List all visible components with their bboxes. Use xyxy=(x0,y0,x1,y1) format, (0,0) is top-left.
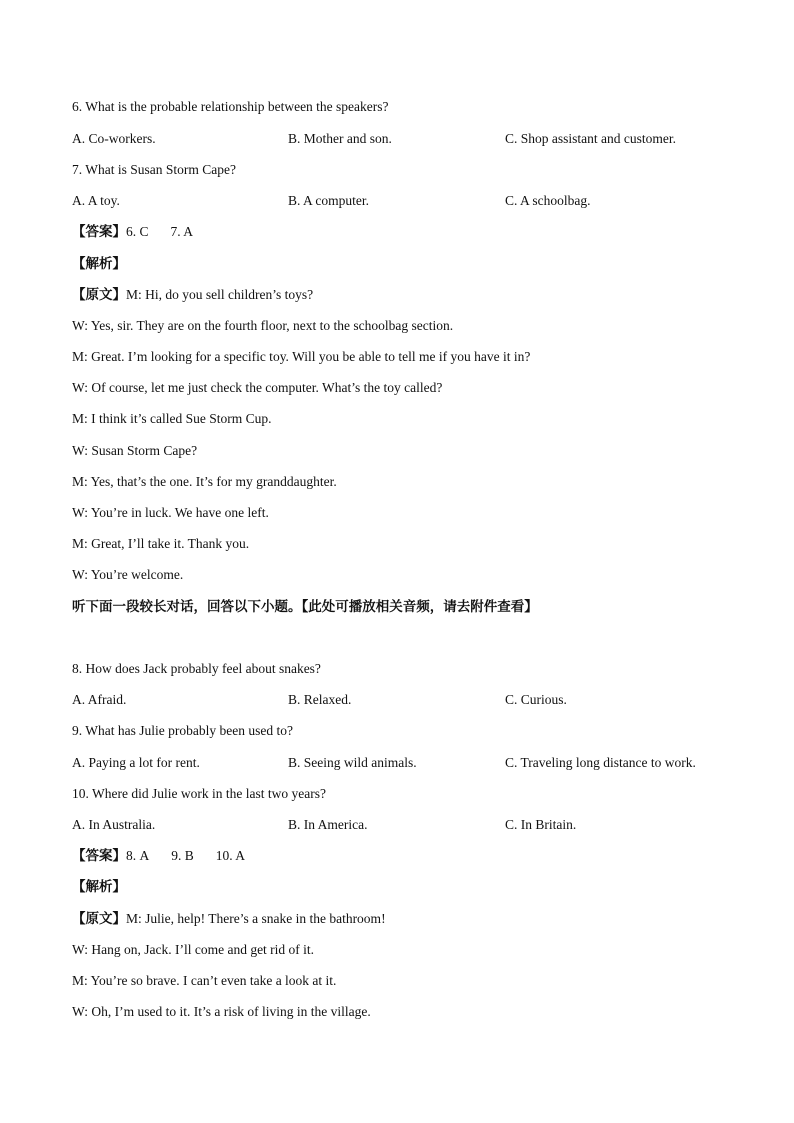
question-9: 9. What has Julie probably been used to? xyxy=(72,723,293,738)
q10-option-b: B. In America. xyxy=(288,817,368,832)
listening-instruction: 听下面一段较长对话，回答以下小题。【此处可播放相关音频，请去附件查看】 xyxy=(72,599,538,615)
dialogue-text: M: Hi, do you sell children’s toys? xyxy=(126,287,314,302)
q10-option-a: A. In Australia. xyxy=(72,817,156,832)
q7-option-a: A. A toy. xyxy=(72,193,120,208)
dialogue-line: W: You’re welcome. xyxy=(72,567,184,582)
q9-option-a: A. Paying a lot for rent. xyxy=(72,755,200,770)
q9-option-b: B. Seeing wild animals. xyxy=(288,755,417,770)
q8-option-b: B. Relaxed. xyxy=(288,692,352,707)
answer-9: 9. B xyxy=(171,848,194,863)
answer-line-2 xyxy=(72,847,245,865)
q7-option-b: B. A computer. xyxy=(288,193,369,208)
q6-option-b: B. Mother and son. xyxy=(288,131,392,146)
dialogue-line xyxy=(72,910,386,928)
q9-option-c: C. Traveling long distance to work. xyxy=(505,755,696,770)
original-label: 【原文】 xyxy=(72,287,126,303)
q8-option-c: C. Curious. xyxy=(505,692,567,707)
dialogue-line: W: Yes, sir. They are on the fourth floor, next to the schoolbag section. xyxy=(72,318,454,333)
dialogue-line: M: Great, I’ll take it. Thank you. xyxy=(72,536,250,551)
answer-7: 7. A xyxy=(170,224,194,239)
answer-line-1 xyxy=(72,223,193,241)
original-label: 【原文】 xyxy=(72,911,126,927)
q6-option-a: A. Co-workers. xyxy=(72,131,156,146)
q10-option-c: C. In Britain. xyxy=(505,817,577,832)
answer-6: 6. C xyxy=(126,224,149,239)
analysis-label: 【解析】 xyxy=(72,256,126,272)
answer-10: 10. A xyxy=(215,848,246,863)
dialogue-line: W: Of course, let me just check the computer. What’s the toy called? xyxy=(72,380,443,395)
dialogue-line: W: Oh, I’m used to it. It’s a risk of living in the village. xyxy=(72,1004,371,1019)
dialogue-text: M: Julie, help! There’s a snake in the bathroom! xyxy=(126,911,386,926)
answer-label: 【答案】 xyxy=(72,848,126,864)
q6-option-c: C. Shop assistant and customer. xyxy=(505,131,676,146)
dialogue-line: W: Susan Storm Cape? xyxy=(72,443,198,458)
dialogue-line: M: Great. I’m looking for a specific toy. Will you be able to tell me if you have it in? xyxy=(72,349,531,364)
question-10: 10. Where did Julie work in the last two years? xyxy=(72,786,326,801)
dialogue-line: M: I think it’s called Sue Storm Cup. xyxy=(72,411,272,426)
dialogue-line: M: Yes, that’s the one. It’s for my granddaughter. xyxy=(72,474,337,489)
question-7: 7. What is Susan Storm Cape? xyxy=(72,162,236,177)
q8-option-a: A. Afraid. xyxy=(72,692,127,707)
question-6: 6. What is the probable relationship between the speakers? xyxy=(72,99,389,114)
analysis-label: 【解析】 xyxy=(72,879,126,895)
dialogue-line xyxy=(72,286,313,304)
answer-label: 【答案】 xyxy=(72,224,126,240)
dialogue-line: M: You’re so brave. I can’t even take a look at it. xyxy=(72,973,337,988)
dialogue-line: W: You’re in luck. We have one left. xyxy=(72,505,269,520)
answer-8: 8. A xyxy=(126,848,150,863)
q7-option-c: C. A schoolbag. xyxy=(505,193,591,208)
dialogue-line: W: Hang on, Jack. I’ll come and get rid of it. xyxy=(72,942,315,957)
question-8: 8. How does Jack probably feel about snakes? xyxy=(72,661,321,676)
